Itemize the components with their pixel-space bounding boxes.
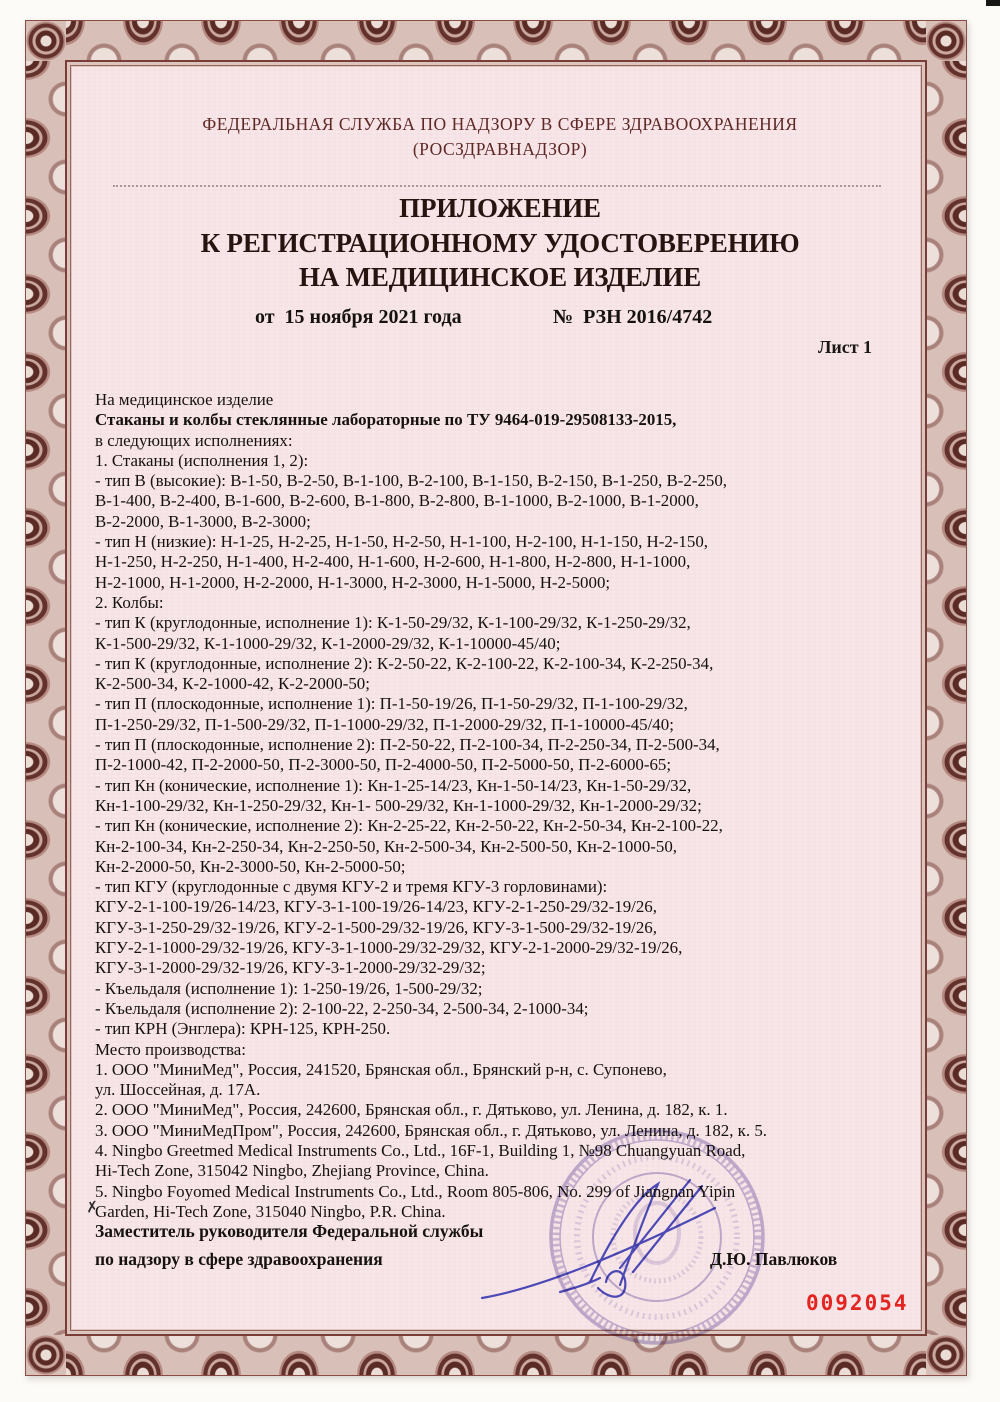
body-line: - тип КГУ (круглодонные с двумя КГУ-2 и тремя КГУ-3 горловинами): bbox=[95, 877, 608, 897]
body-line: 3. ООО "МиниМедПром", Россия, 242600, Брянская обл., г. Дятьково, ул. Ленина, д. 182, к. 5. bbox=[95, 1120, 768, 1140]
body-line: 2. Колбы: bbox=[95, 592, 164, 612]
body-line: Кн-2-100-34, Кн-2-250-34, Кн-2-250-50, Кн-2-500-34, Кн-2-500-50, Кн-2-1000-50, bbox=[95, 836, 678, 856]
issue-date: от 15 ноября 2021 года bbox=[255, 306, 462, 328]
sheet-number: Лист 1 bbox=[817, 337, 873, 357]
body-line: - тип Кн (конические, исполнение 2): Кн-2-25-22, Кн-2-50-22, Кн-2-50-34, Кн-2-100-22, bbox=[95, 816, 723, 836]
body-line: КГУ-2-1-1000-29/32-19/26, КГУ-3-1-1000-29/32-29/32, КГУ-2-1-2000-29/32-19/26, bbox=[95, 938, 683, 958]
body-line: 2. ООО "МиниМед", Россия, 242600, Брянская обл., г. Дятьково, ул. Ленина, д. 182, к. 1. bbox=[95, 1100, 728, 1120]
signer-position-line2: по надзору в сфере здравоохранения bbox=[95, 1249, 383, 1269]
signer-name: Д.Ю. Павлюков bbox=[710, 1249, 838, 1269]
body-line: Стаканы и колбы стеклянные лабораторные по ТУ 9464-019-29508133-2015, bbox=[95, 410, 677, 430]
body-line: - Къельдаля (исполнение 1): 1-250-19/26, 1-500-29/32; bbox=[95, 978, 483, 998]
border-rosette-bottom-right bbox=[926, 1335, 966, 1375]
border-rosette-bottom-left bbox=[26, 1335, 66, 1375]
body-line: - тип П (плоскодонные, исполнение 1): П-1-50-19/26, П-1-50-29/32, П-1-100-29/32, bbox=[95, 694, 688, 714]
body-line: 1. Стаканы (исполнения 1, 2): bbox=[95, 450, 309, 470]
body-line: В-1-400, В-2-400, В-1-600, В-2-600, В-1-800, В-2-800, В-1-1000, В-2-1000, В-1-2000, bbox=[95, 491, 699, 511]
body-line: - тип К (круглодонные, исполнение 2): К-2-50-22, К-2-100-22, К-2-100-34, К-2-250-34, bbox=[95, 653, 714, 673]
body-line: - тип Кн (конические, исполнение 1): Кн-1-25-14/23, Кн-1-50-14/23, Кн-1-50-29/32, bbox=[95, 775, 692, 795]
decorative-border-left bbox=[26, 21, 66, 1375]
scan-artifact bbox=[986, 0, 1000, 6]
org-name-line1: ФЕДЕРАЛЬНАЯ СЛУЖБА ПО НАДЗОРУ В СФЕРЕ ЗДРАВООХРАНЕНИЯ bbox=[202, 114, 798, 134]
serial-number: 0092054 bbox=[806, 1291, 909, 1315]
body-line: - тип КРН (Энглера): КРН-125, КРН-250. bbox=[95, 1019, 391, 1039]
doc-title-line3: НА МЕДИЦИНСКОЕ ИЗДЕЛИЕ bbox=[298, 262, 702, 292]
body-line: На медицинское изделие bbox=[95, 390, 274, 409]
body-line: - тип В (высокие): В-1-50, В-2-50, В-1-100, В-2-100, В-1-150, В-2-150, В-1-250, В-2-250, bbox=[95, 471, 728, 491]
body-line: КГУ-3-1-250-29/32-19/26, КГУ-2-1-500-29/32-19/26, КГУ-3-1-500-29/32-19/26, bbox=[95, 917, 657, 937]
signature-ink bbox=[470, 1170, 770, 1320]
body-line: П-1-250-29/32, П-1-500-29/32, П-1-1000-29/32, П-1-2000-29/32, П-1-10000-45/40; bbox=[95, 714, 674, 734]
body-line: 1. ООО "МиниМед", Россия, 241520, Брянская обл., Брянский р-н, с. Супонево, bbox=[95, 1059, 667, 1079]
body-line: 5. Ningbo Foyomed Medical Instruments Co., Ltd., Room 805-806, No. 299 of Jiangnan Yipin bbox=[95, 1181, 736, 1201]
registration-number: № РЗН 2016/4742 bbox=[553, 306, 713, 328]
decorative-border-right bbox=[926, 21, 966, 1375]
body-line: Н-2-1000, Н-1-2000, Н-2-2000, Н-1-3000, Н-2-3000, Н-1-5000, Н-2-5000; bbox=[95, 572, 611, 592]
body-line: КГУ-2-1-100-19/26-14/23, КГУ-3-1-100-19/26-14/23, КГУ-2-1-250-29/32-19/26, bbox=[95, 897, 657, 917]
body-line: Н-1-250, Н-2-250, Н-1-400, Н-2-400, Н-1-600, Н-2-600, Н-1-800, Н-2-800, Н-1-1000, bbox=[95, 552, 691, 572]
border-rosette-top-right bbox=[926, 21, 966, 61]
body-line: - Къельдаля (исполнение 2): 2-100-22, 2-250-34, 2-500-34, 2-1000-34; bbox=[95, 998, 589, 1018]
body-line: - тип П (плоскодонные, исполнение 2): П-2-50-22, П-2-100-34, П-2-250-34, П-2-500-34, bbox=[95, 735, 720, 755]
body-line: - тип Н (низкие): Н-1-25, Н-2-25, Н-1-50, Н-2-50, Н-1-100, Н-2-100, Н-1-150, Н-2-150, bbox=[95, 532, 708, 552]
body-line: КГУ-3-1-2000-29/32-19/26, КГУ-3-1-2000-29/32-29/32; bbox=[95, 958, 486, 978]
doc-title-line2: К РЕГИСТРАЦИОННОМУ УДОСТОВЕРЕНИЮ bbox=[200, 228, 800, 258]
body-line: Кн-2-2000-50, Кн-2-3000-50, Кн-2-5000-50; bbox=[95, 856, 406, 876]
body-line: 4. Ningbo Greetmed Medical Instruments Co., Ltd., 16F-1, Building 1, №98 Chuangyuan Road, bbox=[95, 1140, 746, 1160]
border-rosette-top-left bbox=[26, 21, 66, 61]
dotted-divider bbox=[113, 185, 881, 187]
body-line: К-1-500-29/32, К-1-1000-29/32, К-1-2000-29/32, К-1-10000-45/40; bbox=[95, 633, 561, 653]
body-line: П-2-1000-42, П-2-2000-50, П-2-3000-50, П-2-4000-50, П-2-5000-50, П-2-6000-65; bbox=[95, 755, 672, 775]
decorative-border-top bbox=[26, 21, 966, 61]
body-line: К-2-500-34, К-2-1000-42, К-2-2000-50; bbox=[95, 674, 370, 694]
decorative-border-bottom bbox=[26, 1335, 966, 1375]
body-line: В-2-2000, В-1-3000, В-2-3000; bbox=[95, 511, 311, 531]
doc-title-line1: ПРИЛОЖЕНИЕ bbox=[399, 193, 601, 223]
body-line: Кн-1-100-29/32, Кн-1-250-29/32, Кн-1- 500-29/32, Кн-1-1000-29/32, Кн-1-2000-29/32; bbox=[95, 795, 702, 815]
body-line: в следующих исполнениях: bbox=[95, 430, 293, 450]
body-line: ул. Шоссейная, д. 17А. bbox=[95, 1080, 261, 1100]
body-line: - тип К (круглодонные, исполнение 1): К-1-50-29/32, К-1-100-29/32, К-1-250-29/32, bbox=[95, 613, 691, 633]
body-line: Hi-Tech Zone, 315042 Ningbo, Zhejiang Province, China. bbox=[95, 1161, 489, 1181]
body-line: Garden, Hi-Tech Zone, 315040 Ningbo, P.R. China. bbox=[95, 1201, 446, 1221]
body-text bbox=[95, 390, 911, 1222]
org-name-line2: (РОСЗДРАВНАДЗОР) bbox=[412, 139, 588, 159]
body-line: Место производства: bbox=[95, 1039, 246, 1059]
handwritten-mark: ✗ bbox=[85, 1199, 100, 1217]
signer-position-line1: Заместитель руководителя Федеральной службы bbox=[95, 1221, 484, 1241]
